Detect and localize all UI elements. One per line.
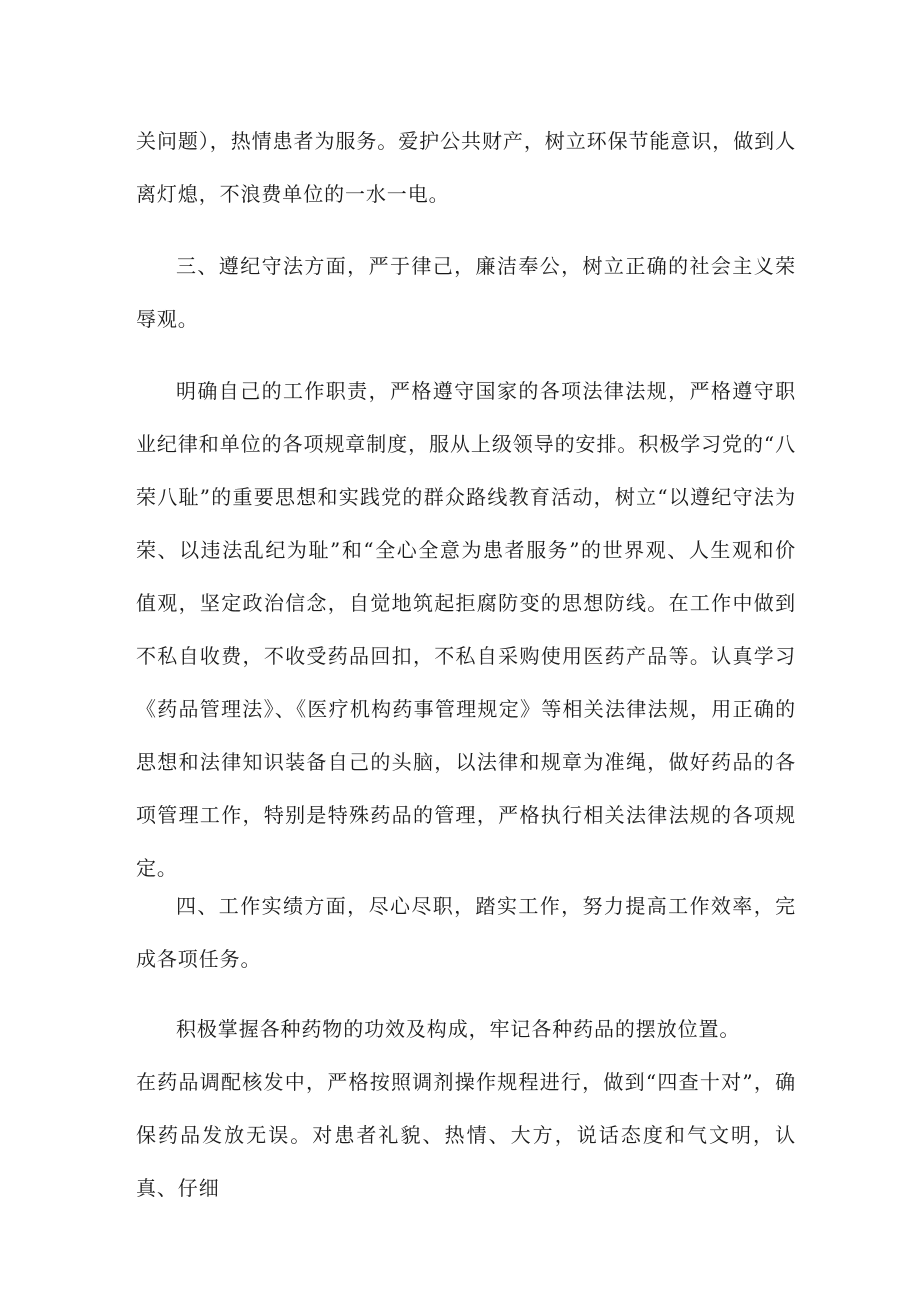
paragraph-drug-knowledge: 积极掌握各种药物的功效及构成，牢记各种药品的摆放位置。 <box>176 1017 741 1041</box>
paragraph-continuation: 关问题），热情患者为服务。爱护公共财产，树立环保节能意识，做到人离灯熄，不浪费单位的一水一电。 <box>136 129 796 206</box>
paragraph-dispensing: 在药品调配核发中，严格按照调剂操作规程进行，做到“四查十对”，确保药品发放无误。对患者礼貌、热情、大方，说话态度和气文明，认真、仔细 <box>136 1070 796 1200</box>
section-heading-performance: 四、工作实绩方面，尽心尽职，踏实工作，努力提高工作效率，完成各项任务。 <box>136 894 796 971</box>
section-heading-discipline: 三、遵纪守法方面，严于律己，廉洁奉公，树立正确的社会主义荣辱观。 <box>136 254 796 331</box>
paragraph-duties: 明确自己的工作职责，严格遵守国家的各项法律法规，严格遵守职业纪律和单位的各项规章制度，服从上级领导的安排。积极学习党的“八荣八耻”的重要思想和实践党的群众路线教育活动，树立“以遵纪守法为荣、以违法乱纪为耻”和“全心全意为患者服务”的世界观、人生观和价值观，坚定政治信念，自觉地筑起拒腐防变的思想防线。在工作中做到不私自收费，不收受药品回扣，不私自采购使用医药产品等。认真学习《药品管理法》、《医疗机构药事管理规定》等相关法律法规，用正确的思想和法律知识装备自己的头脑，以法律和规章为准绳，做好药品的各项管理工作，特别是特殊药品的管理，严格执行相关法律法规的各项规定。 <box>136 379 796 880</box>
